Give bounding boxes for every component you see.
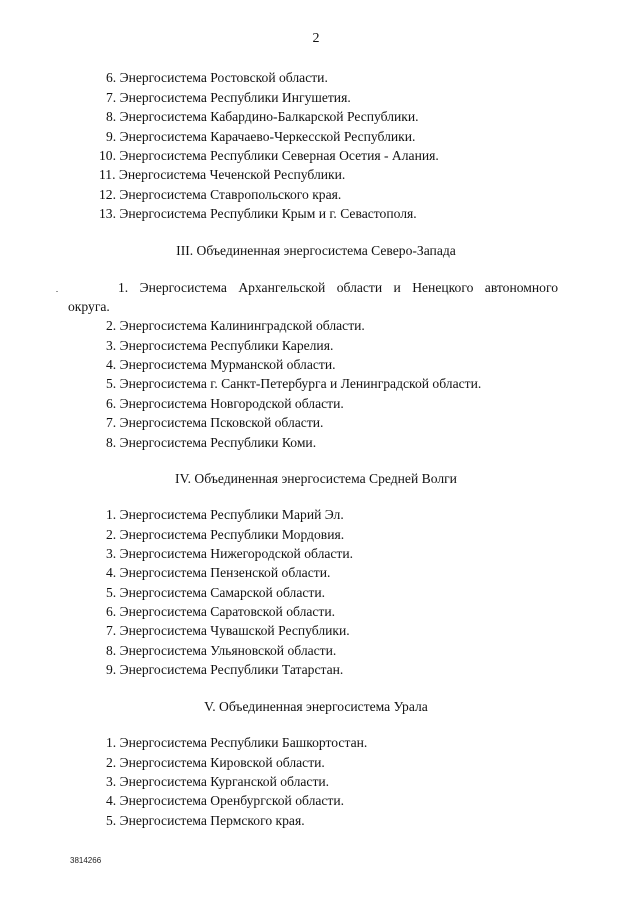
list-item: 7. Энергосистема Республики Ингушетия.: [106, 90, 351, 105]
section-heading-northwest: III. Объединенная энергосистема Северо-Запада: [176, 243, 456, 258]
list-item: 8. Энергосистема Республики Коми.: [106, 435, 317, 450]
list-item: 5. Энергосистема Самарской области.: [106, 585, 325, 600]
list-item: 1. Энергосистема Архангельской области и Ненецкого автономного: [118, 280, 558, 295]
list-item: 8. Энергосистема Кабардино-Балкарской Республики.: [106, 109, 419, 124]
list-item: 3. Энергосистема Нижегородской области.: [106, 546, 354, 561]
list-item: 9. Энергосистема Республики Татарстан.: [106, 662, 344, 677]
list-item: 11. Энергосистема Чеченской Республики.: [99, 167, 346, 182]
list-item: 13. Энергосистема Республики Крым и г. Севастополя.: [99, 206, 417, 221]
list-item: 7. Энергосистема Псковской области.: [106, 415, 324, 430]
list-item: 3. Энергосистема Республики Карелия.: [106, 338, 334, 353]
list-item: 2. Энергосистема Калининградской области.: [106, 318, 365, 333]
list-item: 4. Энергосистема Оренбургской области.: [106, 793, 345, 808]
list-item: 2. Энергосистема Кировской области.: [106, 755, 325, 770]
section-heading-middle-volga: IV. Объединенная энергосистема Средней Волги: [175, 471, 457, 486]
list-item: 2. Энергосистема Республики Мордовия.: [106, 527, 345, 542]
list-item: 4. Энергосистема Пензенской области.: [106, 565, 331, 580]
list-item: 6. Энергосистема Новгородской области.: [106, 396, 344, 411]
list-item: 1. Энергосистема Республики Марий Эл.: [106, 507, 344, 522]
list-item: 1. Энергосистема Республики Башкортостан.: [106, 735, 368, 750]
list-item-continuation: округа.: [68, 299, 110, 314]
page-number: 2: [312, 31, 320, 46]
list-item: 5. Энергосистема Пермского края.: [106, 813, 305, 828]
list-item: 6. Энергосистема Ростовской области.: [106, 70, 328, 85]
list-item: 10. Энергосистема Республики Северная Осетия - Алания.: [99, 148, 439, 163]
section-heading-ural: V. Объединенная энергосистема Урала: [204, 699, 428, 714]
document-code: 3814266: [70, 856, 102, 865]
list-item: 6. Энергосистема Саратовской области.: [106, 604, 336, 619]
list-item: 8. Энергосистема Ульяновской области.: [106, 643, 337, 658]
margin-mark: [56, 291, 58, 292]
list-item: 7. Энергосистема Чувашской Республики.: [106, 623, 350, 638]
list-item: 9. Энергосистема Карачаево-Черкесской Республики.: [106, 129, 416, 144]
list-item: 12. Энергосистема Ставропольского края.: [99, 187, 342, 202]
list-item: 3. Энергосистема Курганской области.: [106, 774, 330, 789]
list-item: 5. Энергосистема г. Санкт-Петербурга и Ленинградской области.: [106, 376, 482, 391]
list-item: 4. Энергосистема Мурманской области.: [106, 357, 336, 372]
